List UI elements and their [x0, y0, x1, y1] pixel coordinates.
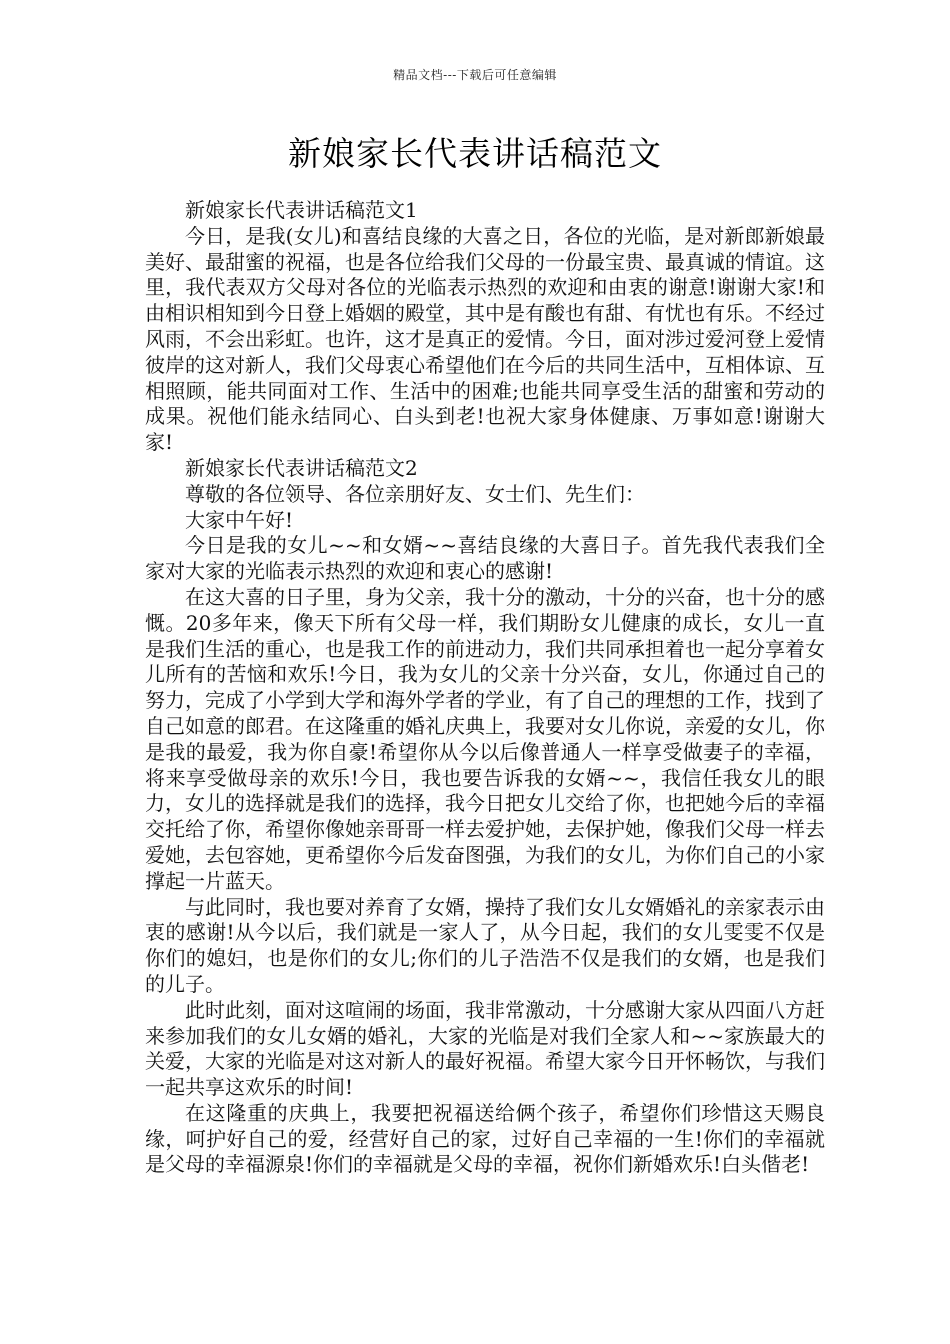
- paragraph: 在这大喜的日子里，身为父亲，我十分的激动，十分的兴奋，也十分的感慨。20多年来，像天下所有父母一样，我们期盼女儿健康的成长，女儿一直是我们生活的重心，也是我工作的前进动力，我们共同承担着也一起分享着女儿所有的苦恼和欢乐!今日，我为女儿的父亲十分兴奋，女儿，你通过自己的努力，完成了小学到大学和海外学者的学业，有了自己的理想的工作，找到了自己如意的郎君。在这隆重的婚礼庆典上，我要对女儿你说，亲爱的女儿，你是我的最爱，我为你自豪!希望你从今以后像普通人一样享受做妻子的幸福，将来享受做母亲的欢乐!今日，我也要告诉我的女婿~~，我信任我女儿的眼力，女儿的选择就是我们的选择，我今日把女儿交给了你，也把她今后的幸福交托给了你，希望你像她亲哥哥一样去爱护她，去保护她，像我们父母一样去爱她，去包容她，更希望你今后发奋图强，为我们的女儿，为你们自己的小家撑起一片蓝天。: [145, 584, 825, 893]
- paragraph: 大家中午好!: [185, 507, 294, 532]
- paragraph: 今日，是我(女儿)和喜结良缘的大喜之日，各位的光临，是对新郎新娘最美好、最甜蜜的祝福，也是各位给我们父母的一份最宝贵、最真诚的情谊。这里，我代表双方父母对各位的光临表示热烈的欢迎和由衷的谢意!谢谢大家!和由相识相知到今日登上婚姻的殿堂，其中是有酸也有甜、有忧也有乐。不经过风雨，不会出彩虹。也许，这才是真正的爱情。今日，面对涉过爱河登上爱情彼岸的这对新人，我们父母衷心希望他们在今后的共同生活中，互相体谅、互相照顾，能共同面对工作、生活中的困难;也能共同享受生活的甜蜜和劳动的成果。祝他们能永结同心、白头到老!也祝大家身体健康、万事如意!谢谢大家!: [145, 223, 825, 455]
- document-body: [145, 198, 825, 1178]
- paragraph: 此时此刻，面对这喧闹的场面，我非常激动，十分感谢大家从四面八方赶来参加我们的女儿女婿的婚礼，大家的光临是对我们全家人和~~家族最大的关爱，大家的光临是对这对新人的最好祝福。希望大家今日开怀畅饮，与我们一起共享这欢乐的时间!: [145, 997, 825, 1100]
- paragraph: 在这隆重的庆典上，我要把祝福送给俩个孩子，希望你们珍惜这天赐良缘，呵护好自己的爱，经营好自己的家，过好自己幸福的一生!你们的幸福就是父母的幸福源泉!你们的幸福就是父母的幸福，祝你们新婚欢乐!白头偕老!: [145, 1100, 825, 1177]
- page-header: 精品文档---下载后可任意编辑: [393, 68, 557, 82]
- section-heading-2: 新娘家长代表讲话稿范文2: [185, 455, 418, 480]
- document-title: 新娘家长代表讲话稿范文: [288, 134, 662, 173]
- paragraph: 与此同时，我也要对养育了女婿，操持了我们女儿女婿婚礼的亲家表示由衷的感谢!从今以后，我们就是一家人了，从今日起，我们的女儿雯雯不仅是你们的媳妇，也是你们的女儿;你们的儿子浩浩不仅是我们的女婿，也是我们的儿子。: [145, 894, 825, 996]
- paragraph: 尊敬的各位领导、各位亲朋好友、女士们、先生们：: [185, 481, 645, 506]
- paragraph: 今日是我的女儿~~和女婿~~喜结良缘的大喜日子。首先我代表我们全家对大家的光临表示热烈的欢迎和衷心的感谢!: [145, 533, 825, 584]
- section-heading-1: 新娘家长代表讲话稿范文1: [185, 198, 418, 222]
